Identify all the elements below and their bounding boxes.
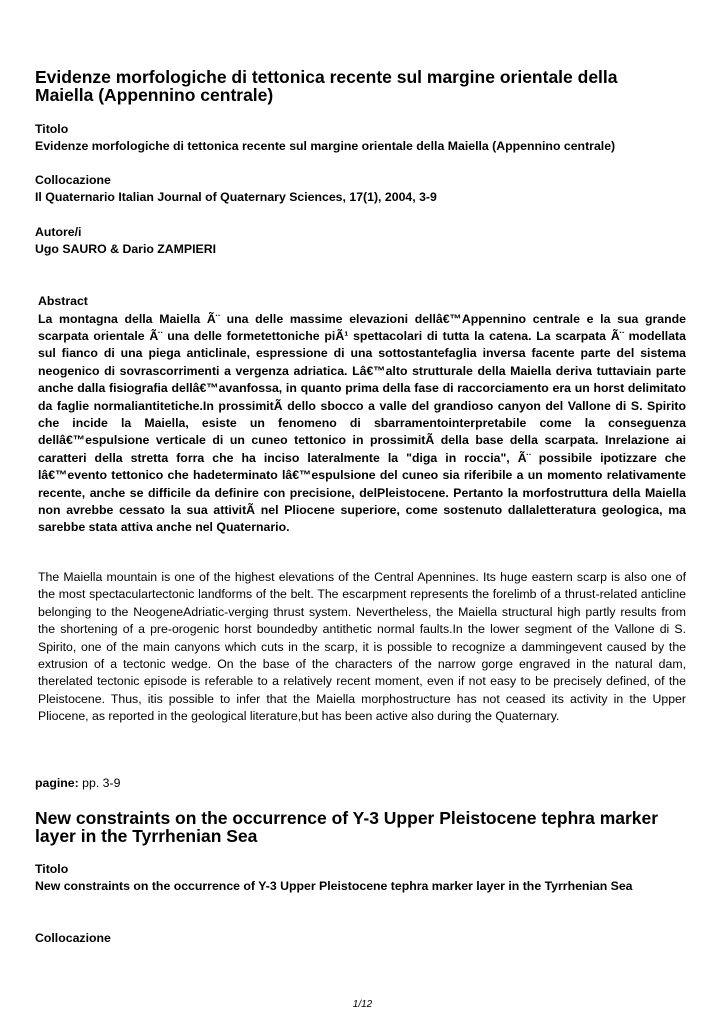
pagine-line [35,775,120,793]
autori-label: Autore/i [35,225,82,239]
abstract-label: Abstract [38,294,88,308]
abstract-section [38,293,686,537]
page-number: 1/12 [352,999,373,1010]
abstract-english: The Maiella mountain is one of the highest elevations of the Central Apennines. Its huge eastern scarp is also one of the most spectaculartectonic landforms of the belt. The escarpment represents the forelimb of a thrust-related anticline belonging to the NeogeneAdriatic-verging thrust system. Nevertheless, the Maiella structural high partly results from the shortening of a pre-orogenic horst boundedby antithetic normal faults.In the lower segment of the Vallone di S. Spirito, one of the main canyons which cuts in the scarp, it is possible to recognize a dammingevent caused by the extrusion of a tectonic wedge. On the base of the characters of the narrow gorge engraved in the natural dam, therelated tectonic episode is referable to a relatively recent moment, even if not easy to be precisely defined, of the Pleistocene. Thus, itis possible to infer that the Maiella morphostructure has not ceased its activity in the Upper Pliocene, as reported in the geological literature,but has been active also during the Quaternary. [38,570,686,724]
titolo-label: Titolo [35,122,69,136]
autori-value: Ugo SAURO & Dario ZAMPIERI [35,242,217,256]
collocazione-label-2: Collocazione [35,931,111,945]
pagine-label: pagine: [35,776,79,790]
collocazione-label: Collocazione [35,173,111,187]
article-title: Evidenze morfologiche di tettonica recente sul margine orientale della Maiella (Appennino centrale) [35,67,618,105]
titolo-value-2: New constraints on the occurrence of Y-3 Upper Pleistocene tephra marker layer in the Tyrrhenian Sea [35,879,633,893]
titolo-label-2: Titolo [35,862,69,876]
collocazione-value: Il Quaternario Italian Journal of Quaternary Sciences, 17(1), 2004, 3-9 [35,190,437,204]
article-title-2: New constraints on the occurrence of Y-3 Upper Pleistocene tephra marker layer in the Tyrrhenian Sea [35,808,659,846]
pagine-value: pp. 3-9 [82,776,121,790]
abstract-italian: La montagna della Maiella Ã¨ una delle massime elevazioni dellâ€™Appennino centrale e la sua grande scarpata orientale Ã¨ una delle formetettoniche piÃ¹ spettacolari di tutta la catena. La scarpata Ã¨ modellata sul fianco di una piega anticlinale, espressione di una sottostantefaglia inversa facente parte del sistema neogenico di sovrascorrimenti a vergenza adriatica. Lâ€™alto strutturale della Maiella deriva tuttaviain parte anche dalla fisiografia dellâ€™avanfossa, in quanto prima della fase di raccorciamento era un horst delimitato da faglie normaliantitetiche.In prossimitÃ dello sbocco a valle del grandioso canyon del Vallone di S. Spirito che incide la Maiella, esiste un fenomeno di sbarramentointerpretabile come la conseguenza dellâ€™espulsione verticale di un cuneo tettonico in prossimitÃ della base della scarpata. Inrelazione ai caratteri della stretta forra che ha inciso lateralmente la "diga in roccia", Ã¨ possibile ipotizzare che lâ€™evento tettonico che hadeterminato lâ€™espulsione del cuneo sia riferibile a un momento relativamente recente, anche se difficile da definire con precisione, delPleistocene. Pertanto la morfostruttura della Maiella non avrebbe cessato la sua attivitÃ nel Pliocene superiore, come sostenuto dallaletteratura geologica, ma sarebbe stata attiva anche nel Quaternario. [38,311,686,535]
titolo-value: Evidenze morfologiche di tettonica recente sul margine orientale della Maiella (Appennino centrale) [35,139,616,153]
